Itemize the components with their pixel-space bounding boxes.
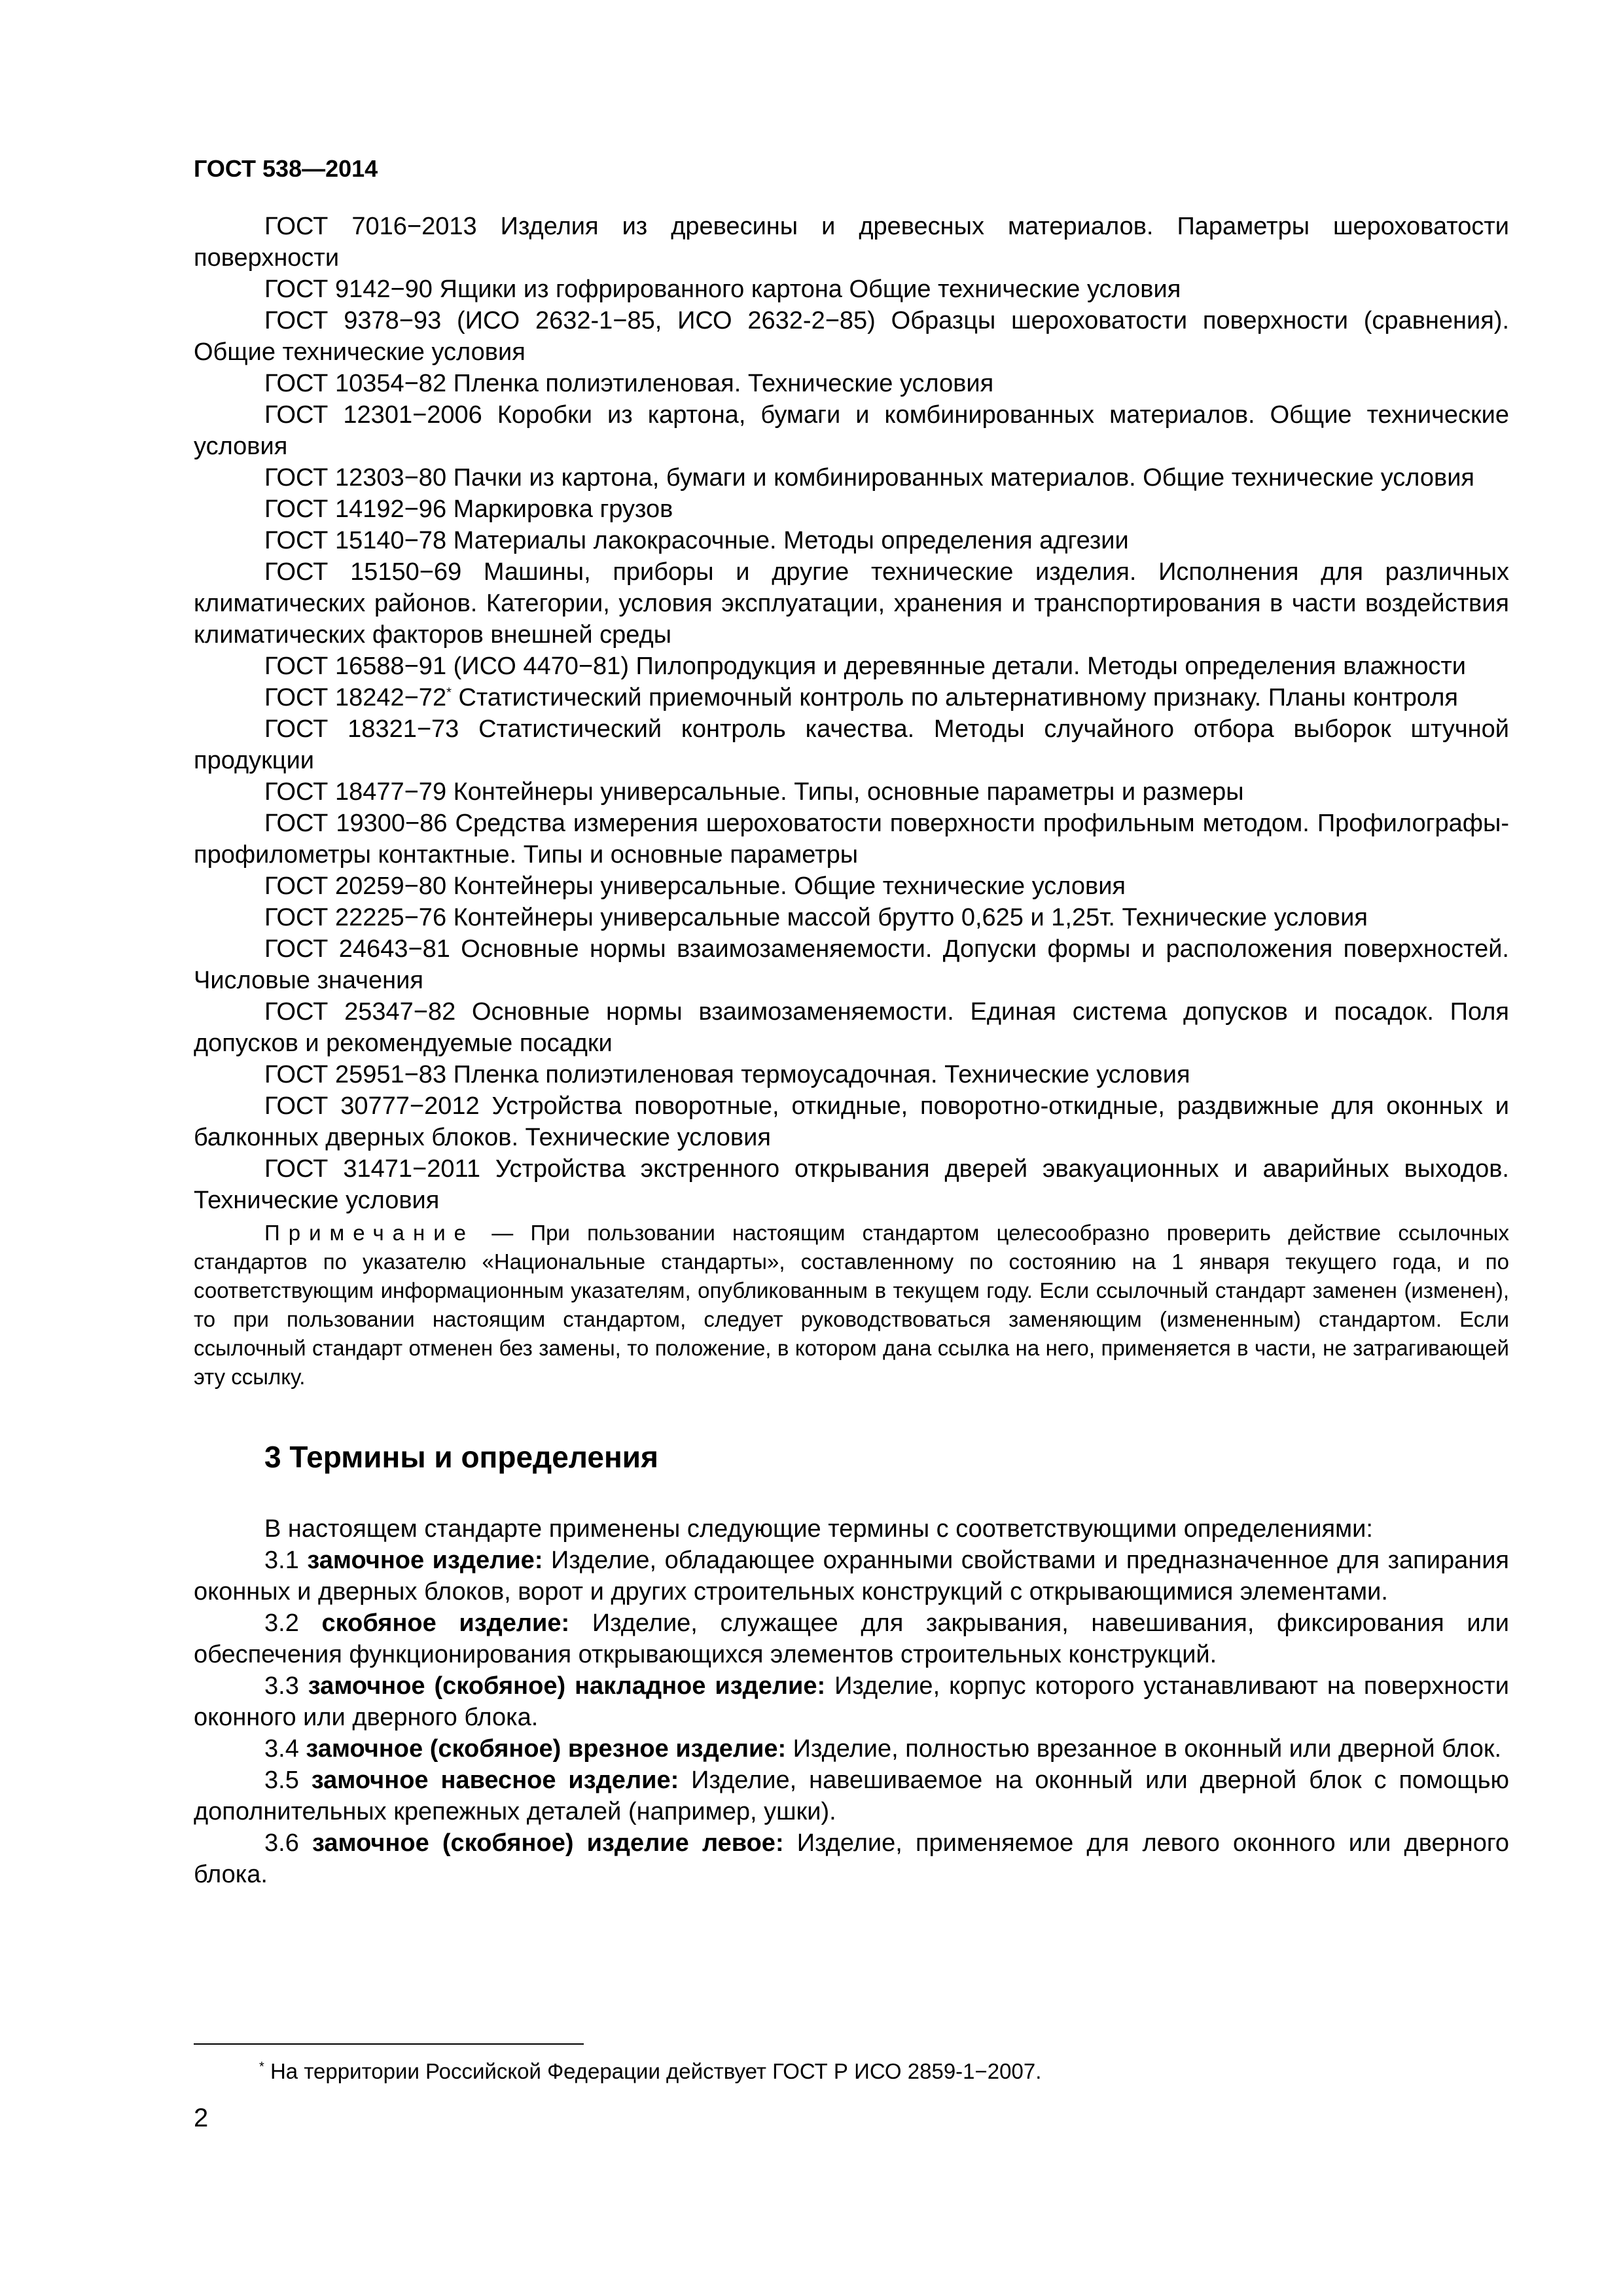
terms-list <box>194 1513 1509 1890</box>
reference-item: ГОСТ 20259−80 Контейнеры универсальные. Общие технические условия <box>264 872 1126 900</box>
term-item <box>194 1733 1509 1765</box>
term-item <box>194 1670 1509 1733</box>
reference-item: ГОСТ 25951−83 Пленка полиэтиленовая термоусадочная. Технические условия <box>264 1061 1190 1088</box>
term-name: замочное навесное изделие: <box>311 1767 679 1794</box>
page-number: 2 <box>194 2104 209 2132</box>
reference-item: ГОСТ 7016−2013 Изделия из древесины и древесных материалов. Параметры шероховатости поверхности <box>194 213 1509 272</box>
term-number: 3.2 <box>264 1609 322 1637</box>
reference-item: ГОСТ 12303−80 Пачки из картона, бумаги и комбинированных материалов. Общие технические условия <box>264 464 1475 492</box>
note-text: — При пользовании настоящим стандартом целесообразно проверить действие ссылочных стандартов по указателю «Национальные стандарты», составленному по состоянию на 1 января текущего года, и по соответствующим информационным указателям, опубликованным в текущем году. Если ссылочный стандарт заменен (изменен), то при пользовании настоящим стандартом, следует руководствоваться заменяющим (измененным) стандартом. Если ссылочный стандарт отменен без замены, то положение, в котором дана ссылка на него, применяется в части, не затрагивающей эту ссылку. <box>194 1221 1509 1389</box>
term-definition: Изделие, обладающее охранными свойствами и предназначенное для запирания оконных и дверных блоков, ворот и других строительных конструкций с открывающимися элементами. <box>194 1547 1510 1605</box>
term-name: замочное изделие: <box>307 1547 543 1574</box>
reference-item: ГОСТ 9378−93 (ИСО 2632-1−85, ИСО 2632-2−85) Образцы шероховатости поверхности (сравнения). Общие технические условия <box>194 307 1509 366</box>
note-paragraph <box>194 1219 1509 1391</box>
term-definition: Изделие, служащее для закрывания, навешивания, фиксирования или обеспечения функционирования открывающихся элементов строительных конструкций. <box>194 1609 1510 1668</box>
document-header: ГОСТ 538—2014 <box>194 155 378 182</box>
normative-references-list <box>194 211 1509 1216</box>
reference-item: ГОСТ 22225−76 Контейнеры универсальные массой брутто 0,625 и 1,25т. Технические условия <box>264 904 1368 931</box>
term-item <box>194 1827 1509 1890</box>
reference-item: ГОСТ 19300−86 Средства измерения шероховатости поверхности профильным методом. Профилографы-профилометры контактные. Типы и основные параметры <box>194 810 1509 869</box>
term-definition: Изделие, корпус которого устанавливают на поверхности оконного или дверного блока. <box>194 1672 1509 1731</box>
term-definition: Изделие, применяемое для левого оконного или дверного блока. <box>194 1829 1510 1888</box>
reference-item: ГОСТ 30777−2012 Устройства поворотные, откидные, поворотно-откидные, раздвижные для оконных и балконных дверных блоков. Технические условия <box>194 1092 1509 1151</box>
reference-item: ГОСТ 24643−81 Основные нормы взаимозаменяемости. Допуски формы и расположения поверхностей. Числовые значения <box>194 935 1509 994</box>
reference-item: ГОСТ 25347−82 Основные нормы взаимозаменяемости. Единая система допусков и посадок. Поля допусков и рекомендуемые посадки <box>194 998 1509 1057</box>
footnote <box>259 2053 1041 2086</box>
terms-intro: В настоящем стандарте применены следующие термины с соответствующими определениями: <box>264 1515 1373 1543</box>
document-page <box>194 154 1509 1890</box>
reference-item: ГОСТ 14192−96 Маркировка грузов <box>264 495 673 523</box>
reference-item: ГОСТ 15140−78 Материалы лакокрасочные. Методы определения адгезии <box>264 527 1129 554</box>
term-definition: Изделие, полностью врезанное в оконный или дверной блок. <box>786 1735 1502 1763</box>
note-label: Примечание <box>264 1221 475 1245</box>
section-title: 3 Термины и определения <box>264 1440 658 1474</box>
reference-item <box>194 682 1509 713</box>
term-number: 3.6 <box>264 1829 312 1857</box>
term-number: 3.1 <box>264 1547 308 1574</box>
term-name: скобяное изделие: <box>321 1609 570 1637</box>
term-definition: Изделие, навешиваемое на оконный или дверной блок с помощью дополнительных крепежных деталей (например, ушки). <box>194 1767 1509 1825</box>
reference-item: ГОСТ 10354−82 Пленка полиэтиленовая. Технические условия <box>264 370 994 397</box>
reference-item: ГОСТ 16588−91 (ИСО 4470−81) Пилопродукция и деревянные детали. Методы определения влажности <box>264 653 1466 680</box>
term-item <box>194 1765 1509 1827</box>
term-name: замочное (скобяное) изделие левое: <box>312 1829 784 1857</box>
footnote-divider <box>194 2043 584 2045</box>
reference-item: ГОСТ 12301−2006 Коробки из картона, бумаги и комбинированных материалов. Общие технические условия <box>194 401 1509 460</box>
term-item <box>194 1545 1509 1607</box>
footnote-text: На территории Российской Федерации действует ГОСТ Р ИСО 2859-1−2007. <box>264 2059 1042 2083</box>
footnote-marker: * <box>446 685 452 700</box>
term-name: замочное (скобяное) накладное изделие: <box>308 1672 826 1700</box>
reference-item: ГОСТ 18477−79 Контейнеры универсальные. Типы, основные параметры и размеры <box>264 778 1244 806</box>
term-number: 3.5 <box>264 1767 312 1794</box>
reference-code: ГОСТ 18242−72 <box>264 684 447 711</box>
reference-item: ГОСТ 15150−69 Машины, приборы и другие технические изделия. Исполнения для различных климатических районов. Категории, условия эксплуатации, хранения и транспортирования в части воздействия климатических факторов внешней среды <box>194 558 1509 649</box>
term-number: 3.3 <box>264 1672 308 1700</box>
reference-item: ГОСТ 31471−2011 Устройства экстренного открывания дверей эвакуационных и аварийных выходов. Технические условия <box>194 1155 1509 1214</box>
term-name: замочное (скобяное) врезное изделие: <box>306 1735 787 1763</box>
term-number: 3.4 <box>264 1735 306 1763</box>
footnote-marker: * <box>259 2060 264 2074</box>
reference-title: Статистический приемочный контроль по альтернативному признаку. Планы контроля <box>451 684 1458 711</box>
reference-item: ГОСТ 18321−73 Статистический контроль качества. Методы случайного отбора выборок штучной продукции <box>194 715 1509 774</box>
reference-item: ГОСТ 9142−90 Ящики из гофрированного картона Общие технические условия <box>264 276 1181 303</box>
term-item <box>194 1607 1509 1670</box>
